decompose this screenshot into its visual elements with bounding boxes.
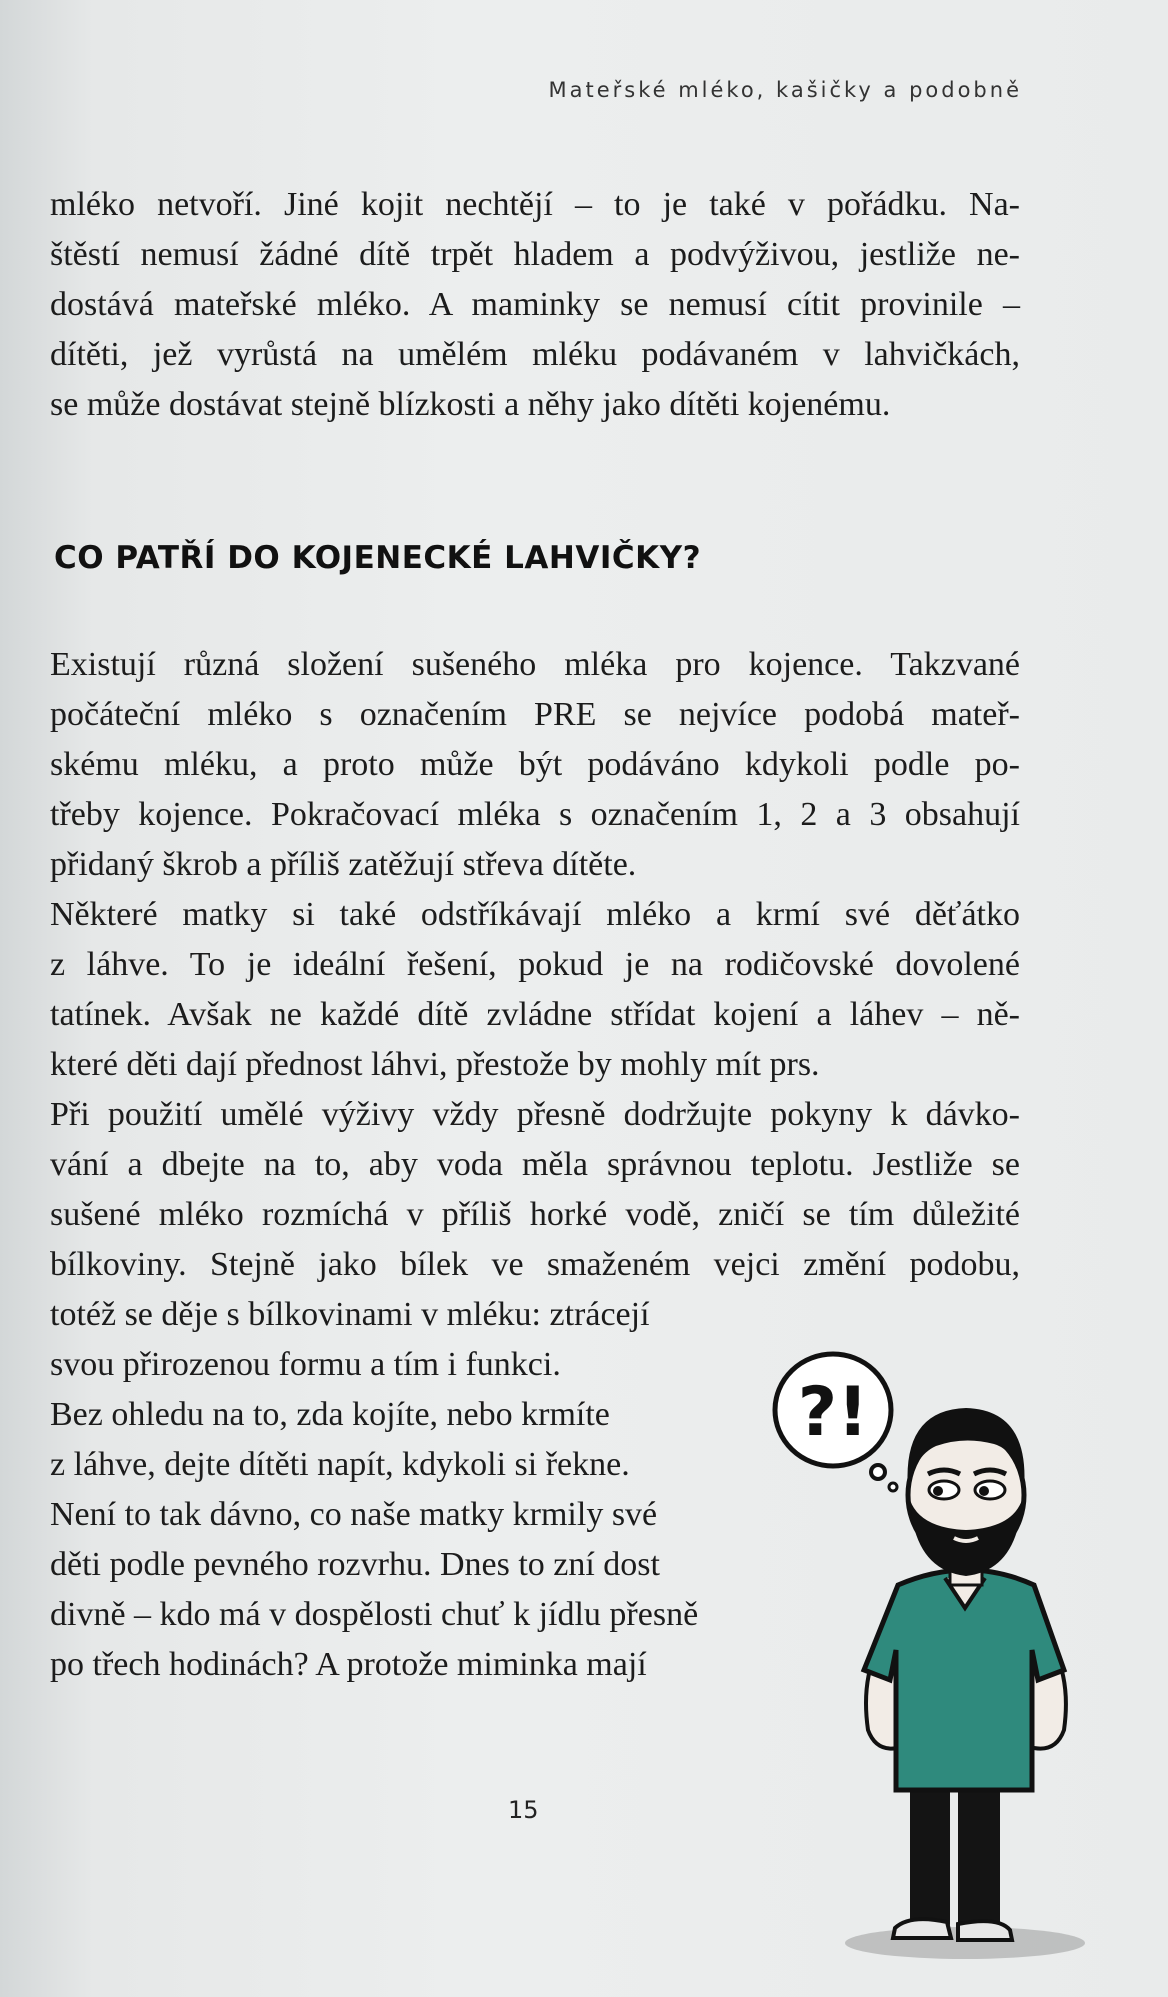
bearded-man-illustration <box>760 1340 1100 1980</box>
text-line: po třech hodinách? A protože miminka mají <box>50 1646 647 1683</box>
text-line: počáteční mléko s označením PRE se nejvíce podobá mateř- <box>50 696 1020 733</box>
text-line: z láhve, dejte dítěti napít, kdykoli si řekne. <box>50 1446 630 1483</box>
paragraph-drinking <box>50 1390 750 1490</box>
text-line: děti podle pevného rozvrhu. Dnes to zní dost <box>50 1546 660 1583</box>
text-line: Není to tak dávno, co naše matky krmily své <box>50 1496 658 1533</box>
text-line: bílkoviny. Stejně jako bílek ve smaženém vejci změní podobu, <box>50 1246 1020 1283</box>
paragraph-formula <box>50 1090 1020 1290</box>
text-line: které děti dají přednost láhvi, přestože by mohly mít prs. <box>50 1046 820 1083</box>
text-line: vání a dbejte na to, aby voda měla správnou teplotu. Jestliže se <box>50 1146 1020 1183</box>
text-line: sušené mléko rozmíchá v příliš horké vodě, zničí se tím důležité <box>50 1196 1020 1233</box>
text-line: svou přirozenou formu a tím i funkci. <box>50 1346 561 1383</box>
paragraph-milk-types <box>50 640 1020 890</box>
running-head: Mateřské mléko, kašičky a podobně <box>548 78 1022 102</box>
paragraph-pumping <box>50 890 1020 1090</box>
speech-bubble-text: ?! <box>797 1373 869 1452</box>
text-line: Při použití umělé výživy vždy přesně dodržujte pokyny k dávko- <box>50 1096 1020 1133</box>
paragraph-formula-end <box>50 1290 750 1390</box>
text-line: třeby kojence. Pokračovací mléka s označením 1, 2 a 3 obsahují <box>50 796 1020 833</box>
text-line: skému mléku, a proto může být podáváno kdykoli podle po- <box>50 746 1020 783</box>
intro-paragraph <box>50 180 1020 430</box>
text-line: Bez ohledu na to, zda kojíte, nebo krmíte <box>50 1396 610 1433</box>
text-line: štěstí nemusí žádné dítě trpět hladem a podvýživou, jestliže ne- <box>50 236 1020 273</box>
text-line: z láhve. To je ideální řešení, pokud je na rodičovské dovolené <box>50 946 1020 983</box>
text-line: přidaný škrob a příliš zatěžují střeva dítěte. <box>50 846 637 883</box>
speech-bubble <box>775 1354 897 1491</box>
text-line: totéž se děje s bílkovinami v mléku: ztrácejí <box>50 1296 650 1333</box>
page-number: 15 <box>508 1796 539 1824</box>
text-line: dostává mateřské mléko. A maminky se nemusí cítit provinile – <box>50 286 1020 323</box>
text-line: divně – kdo má v dospělosti chuť k jídlu přesně <box>50 1596 699 1633</box>
text-line: dítěti, jež vyrůstá na umělém mléku podávaném v lahvičkách, <box>50 336 1020 373</box>
text-line: tatínek. Avšak ne každé dítě zvládne střídat kojení a láhev – ně- <box>50 996 1020 1033</box>
text-line: Některé matky si také odstříkávají mléko a krmí své děťátko <box>50 896 1020 933</box>
text-line: Existují různá složení sušeného mléka pro kojence. Takzvané <box>50 646 1020 683</box>
section-heading: CO PATŘÍ DO KOJENECKÉ LAHVIČKY? <box>54 540 702 576</box>
paragraph-schedule <box>50 1490 750 1690</box>
text-line: mléko netvoří. Jiné kojit nechtějí – to je také v pořádku. Na- <box>50 186 1020 223</box>
text-line: se může dostávat stejně blízkosti a něhy jako dítěti kojenému. <box>50 386 891 423</box>
